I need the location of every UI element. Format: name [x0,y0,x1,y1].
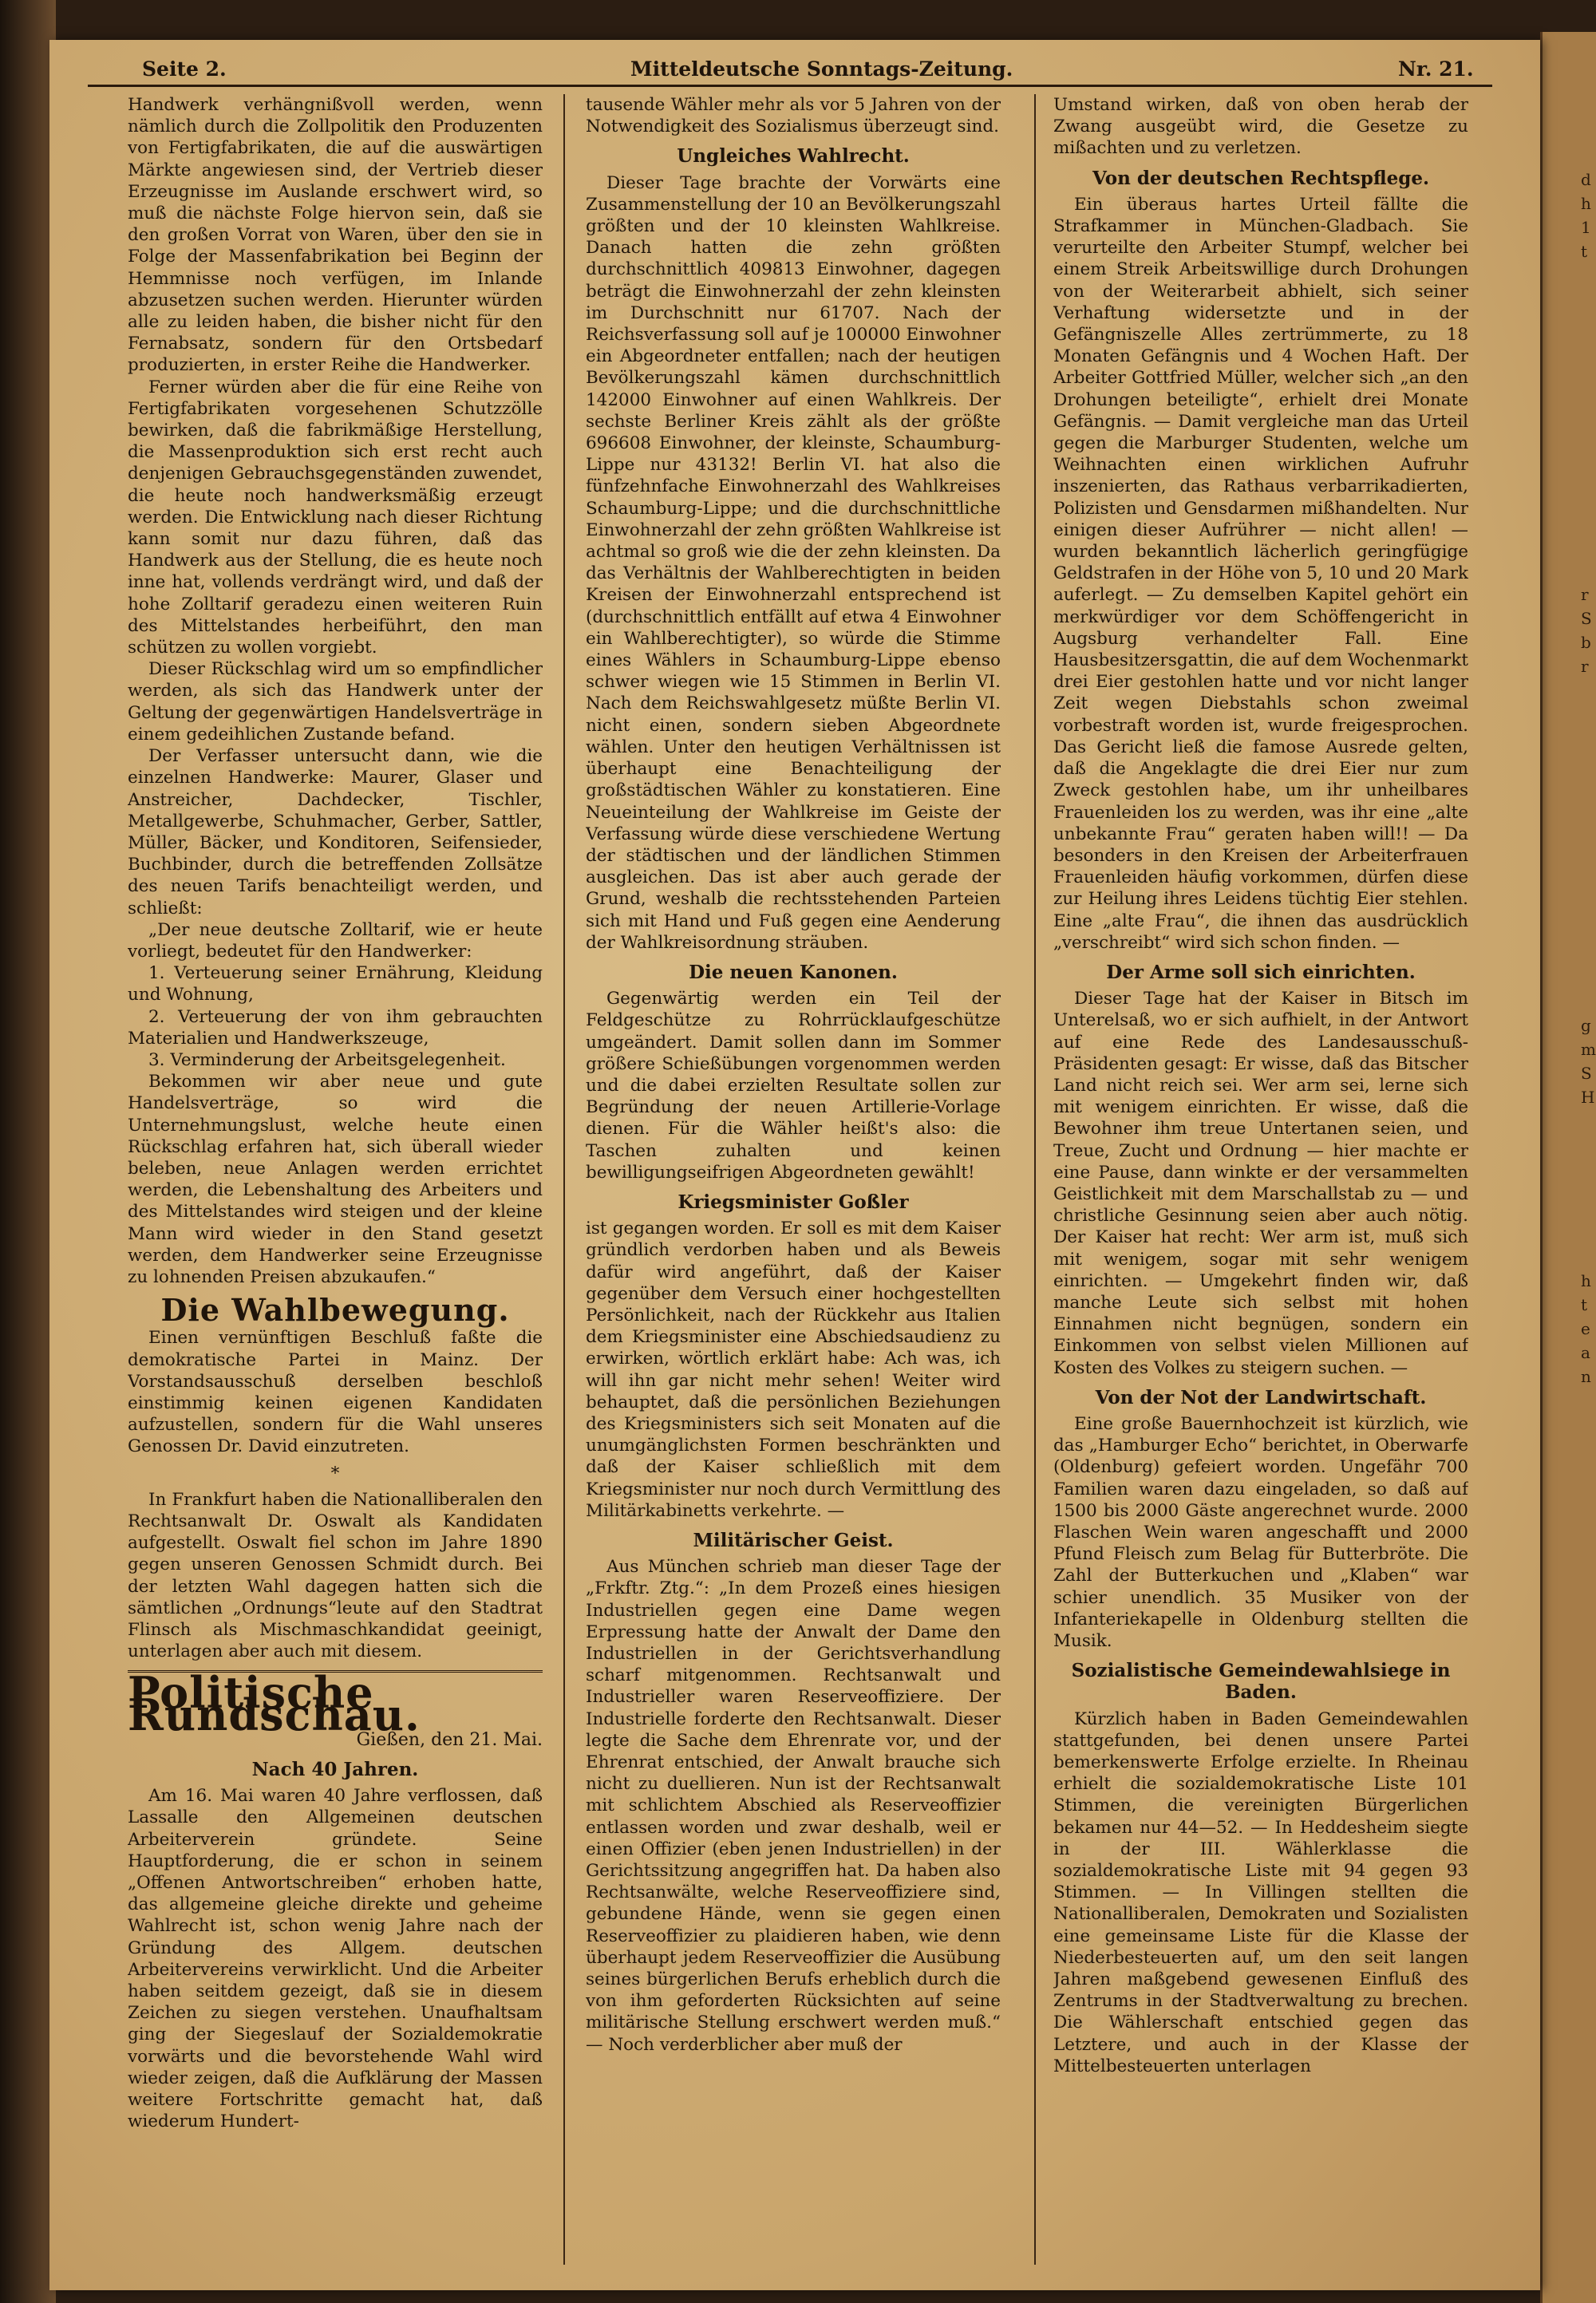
article-heading: Ungleiches Wahlrecht. [677,145,910,168]
page-number: Seite 2. [142,57,227,81]
article-heading: Kriegsminister Goßler [678,1191,909,1213]
book-binding [0,0,56,2303]
list-item: 3. Verminderung der Arbeitsgelegenheit. [148,1049,506,1070]
list-item: 2. Verteuerung der von ihm gebrauchten Materialien und Handwerkszeuge, [128,1006,543,1049]
article-paragraph: Dieser Tage brachte der Vorwärts eine Zusammenstellung der 10 an Bevölkerungszahl größten und der 10 kleinsten Wahlkreise. Danach hatten die zehn größten durchschnittlich 409813 Einwohner, dagegen beträgt die Einwohnerzahl der zehn kleinsten im Durchschnitt nur 61707. Nach der Reichsverfassung soll auf je 100000 Einwohner ein Abgeordneter entfallen; nach der heutigen Bevölkerungszahl kämen durchschnittlich 142000 Einwohner auf einen Wahlkreis. Der sechste Berliner Kreis zählt als der größte 696608 Einwohner, der kleinste, Schaumburg-Lippe nur 43132! Berlin VI. hat also die fünfzehnfache Einwohnerzahl des Wahlkreises Schaumburg-Lippe; und die durchschnittliche Einwohnerzahl der zehn größten Wahlkreise ist achtmal so groß wie die der zehn kleinsten. Da das Verhältnis der Wahlberechtigten in beiden Kreisen der Einwohnerzahl entsprechend ist (durchschnittlich entfällt auf etwa 4 Einwohner ein Wahlberechtigter), so würde die Stimme eines Wählers in Schaumburg-Lippe ebenso schwer wiegen wie 15 Stimmen in Berlin VI. Nach dem Reichswahlgesetz müßte Berlin VI. nicht einen, sondern sieben Abgeordnete wählen. Unter den heutigen Verhältnissen ist überhaupt eine Benachteiligung der großstädtischen Wähler zu konstatieren. Eine Neueinteilung der Wahlkreise im Geiste der Verfassung würde diese verschiedene Wertung der städtischen und der ländlichen Stimmen ausgleichen. Das ist aber auch gerade der Grund, weshalb die rechtsstehenden Parteien sich mit Hand und Fuß gegen eine Aenderung der Wahlkreisordnung sträuben. [586,172,1001,953]
edge-letter: n [1581,1367,1591,1386]
article-paragraph: Aus München schrieb man dieser Tage der „Frkftr. Ztg.“: „In dem Prozeß eines hiesigen Industriellen gegen eine Dame wegen Erpressung hatte der Anwalt der Dame den Industriellen in der Gerichtsverhandlung scharf mitgenommen. Rechtsanwalt und Industrieller waren Reserveoffiziere. Der Industrielle forderte den Rechtsanwalt. Dieser legte die Sache dem Ehrenrate vor, und der Ehrenrat entschied, der Anwalt brauche sich nicht zu duellieren. Nun ist der Rechtsanwalt mit schlichtem Abschied als Reserveoffizier entlassen worden und zwar deshalb, weil er einen Offizier (eben jenen Industriellen) in der Gerichtssitzung angegriffen hat. Da haben also Rechtsanwälte, welche Reserveoffiziere sind, gebundene Hände, wenn sie gegen einen Reserveoffizier zu plaidieren haben, wie denn überhaupt jedem Reserveoffizier die Ausübung seines bürgerlichen Berufs erheblich durch die von ihm geforderten Rücksichten auf seine militärische Stellung erschwert werden muß.“ — Noch verderblicher aber muß der [586,1557,1001,2055]
article-paragraph: Bekommen wir aber neue und gute Handelsverträge, so wird die Unternehmungslust, welche heute einen Rückschlag erfahren hat, sich überall wieder beleben, neue Anlagen werden errichtet werden, die Lebenshaltung des Arbeiters und des Mittelstandes wird steigen und der kleine Mann wird wieder in den Stand gesetzt werden, dem Handwerker seine Erzeugnisse zu lohnenden Preisen abzukaufen.“ [128,1072,543,1287]
edge-letter: m [1581,1040,1596,1059]
article-heading: Nach 40 Jahren. [251,1759,419,1781]
column-divider [563,94,565,2265]
article-paragraph: tausende Wähler mehr als vor 5 Jahren von der Notwendigkeit des Sozialismus überzeugt sind. [586,95,1001,137]
edge-letter: t [1581,242,1588,261]
edge-letter: t [1581,1295,1588,1314]
article-paragraph: Kürzlich haben in Baden Gemeindewahlen stattgefunden, bei denen unsere Partei bemerkenswerte Erfolge erzielte. In Rheinau erhielt die sozialdemokratische Liste 101 Stimmen, die vereinigten Bürgerlichen bekamen nur 44—52. — In Heddesheim siegte in der III. Wählerklasse die sozialdemokratische Liste mit 94 gegen 93 Stimmen. — In Villingen stellten die Nationalliberalen, Demokraten und Sozialisten eine gemeinsame Liste für die Klasse der Niederbesteuerten auf, um den seit langen Jahren maßgebend gewesenen Einfluß des Zentrums in der Stadtverwaltung zu brechen. Die Wählerschaft entschied gegen das Letztere, und auch in der Klasse der Mittelbesteuerten unterlagen [1053,1708,1468,2076]
edge-letter: h [1581,194,1591,213]
edge-letter: r [1581,657,1589,676]
article-paragraph: Dieser Tage hat der Kaiser in Bitsch im Unterelsaß, wo er sich aufhielt, in der Antwort auf eine Rede des Landesausschuß-Präsidenten gesagt: Er wisse, daß das Bitscher Land nicht reich sei. Wer arm sei, lerne sich mit wenigem einrichten. Er wisse, daß die Bewohner ihm treue Untertanen seien, und Treue, Zucht und Ordnung — hier machte er eine Pause, dann winkte er der versammelten Geistlichkeit mit dem Marschallstab zu — und christliche Gesinnung seien aber auch nötig. Der Kaiser hat recht: Wer arm ist, muß sich mit wenigem, sogar mit sehr wenigem einrichten. — Umgekehrt finden wir, daß manche Leute sich selbst mit hohen Einnahmen nicht begnügen, sondern ein Einkommen von selbst vielen Millionen auf Kosten des Volkes zu steigern suchen. — [1053,989,1468,1378]
article-heading: Sozialistische Gemeindewahlsiege in Baden. [1071,1660,1451,1704]
article-paragraph: Gegenwärtig werden ein Teil der Feldgeschütze zu Rohrrücklaufgeschütze umgeändert. Damit sollen dann im Sommer größere Schießübungen vorgenommen werden und die dabei erzielten Resultate sollen zur Begründung der neuen Artillerie-Vorlage dienen. Für die Wähler heißt's also: die Taschen zuhalten und keinen bewilligungseifrigen Abgeordneten gewählt! [586,989,1001,1183]
article-paragraph: ist gegangen worden. Er soll es mit dem Kaiser gründlich verdorben haben und als Beweis dafür wird angeführt, daß der Kaiser gegenüber dem Versuch einer hochgestellten Persönlichkeit, nach der Rückkehr aus Italien dem Kriegsminister eine Abschiedsaudienz zu erwirken, wörtlich erklärt habe: Ach was, ich will ihn gar nicht mehr sehen! Weiter wird behauptet, daß die persönlichen Beziehungen des Kriegsministers sich seit Monaten auf die unumgänglichsten Formen beschränkten und daß der Kaiser schließlich mit dem Kriegsminister nur noch durch Vermittlung des Militärkabinetts verkehrte. — [586,1219,1001,1521]
edge-letter: d [1581,170,1591,189]
edge-letter: S [1581,609,1592,628]
column-divider [1034,94,1036,2265]
list-item: 1. Verteuerung seiner Ernährung, Kleidung und Wohnung, [128,963,543,1005]
quote-paragraph: „Der neue deutsche Zolltarif, wie er heute vorliegt, bedeutet für den Handwerker: [128,919,543,962]
header-rule [88,85,1492,87]
dateline: Gießen, den 21. Mai. [356,1729,543,1750]
adjacent-page-edge [1540,32,1596,2303]
column-3 [1053,94,1468,2265]
edge-letter: S [1581,1064,1592,1083]
edge-letter: e [1581,1319,1590,1338]
article-heading: Die neuen Kanonen. [689,961,898,983]
article-paragraph: Dieser Rückschlag wird um so empfindlicher werden, als sich das Handwerk unter der Geltung der gegenwärtigen Handelsverträge in einem gedeihlichen Zustande befand. [128,659,543,745]
article-paragraph: Ferner würden aber die für eine Reihe von Fertigfabrikaten vorgesehenen Schutzzölle bewirken, daß die fabrikmäßige Herstellung, die Massenproduktion sich erst recht auch denjenigen Gebrauchsgegenständen zuwendet, die heute noch handwerksmäßig erzeugt werden. Die Entwicklung nach dieser Richtung kann somit nur dazu führen, daß das Handwerk aus der Stellung, die es heute noch inne hat, vollends verdrängt wird, und daß der hohe Zolltarif geradezu einen weiteren Ruin des Mittelstandes herbeiführt, den man schützen zu wollen vorgiebt. [128,377,543,658]
separator-star: * [330,1463,340,1483]
edge-letter: r [1581,585,1589,604]
article-paragraph: Am 16. Mai waren 40 Jahre verflossen, daß Lassalle den Allgemeinen deutschen Arbeiterverein gründete. Seine Hauptforderung, die er schon in seinem „Offenen Antwortschreiben“ erhoben hatte, das allgemeine gleiche direkte und geheime Wahlrecht ist, schon wenig Jahre nach der Gründung des Allgem. deutschen Arbeitervereins verwirklicht. Und die Arbeiter haben seitdem gezeigt, daß sie in diesem Zeichen zu siegen verstehen. Unaufhaltsam ging der Siegeslauf der Sozialdemokratie vorwärts und die bevorstehende Wahl wird wieder zeigen, daß die Aufklärung der Massen weitere Fortschritte gemacht hat, daß wiederum Hundert- [128,1786,543,2132]
article-heading: Von der deutschen Rechtspflege. [1092,167,1429,189]
article-paragraph: Der Verfasser untersucht dann, wie die einzelnen Handwerke: Maurer, Glaser und Anstreicher, Dachdecker, Tischler, Metallgewerbe, Schuhmacher, Gerber, Sattler, Müller, Bäcker, und Konditoren, Seifensieder, Buchbinder, durch die betreffenden Zollsätze des neuen Tarifs benachteiligt werden, und schließt: [128,746,543,918]
edge-letter: b [1581,633,1591,652]
edge-letter: g [1581,1016,1591,1035]
article-paragraph: In Frankfurt haben die Nationalliberalen den Rechtsanwalt Dr. Oswalt als Kandidaten aufgestellt. Oswalt fiel schon im Jahre 1890 gegen unseren Genossen Schmidt durch. Bei der letzten Wahl dagegen hatten sich die sämtlichen „Ordnungs“leute auf den Stadtrat Flinsch als Mischmaschkandidat geeinigt, unterlagen aber auch mit diesem. [128,1489,543,1662]
edge-letter: 1 [1581,218,1591,237]
section-title: Politische Rundschau. [128,1667,421,1740]
article-paragraph: Eine große Bauernhochzeit ist kürzlich, wie das „Hamburger Echo“ berichtet, in Oberwarfe (Oldenburg) gefeiert worden. Ungefähr 700 Familien waren dazu eingeladen, so daß auf 1500 bis 2000 Gäste angerechnet wurde. 2000 Flaschen Wein waren angeschafft und 2000 Pfund Fleisch zum Belag für Butterbröte. Die Zahl der Butterkuchen und „Klaben“ war schier unendlich. 35 Musiker von der Infanteriekapelle in Oldenburg stellten die Musik. [1053,1413,1468,1652]
article-heading: Der Arme soll sich einrichten. [1106,961,1416,983]
masthead-title: Mitteldeutsche Sonntags-Zeitung. [630,57,1013,81]
section-heading: Die Wahlbewegung. [160,1292,510,1329]
article-paragraph: Ein überaus hartes Urteil fällte die Strafkammer in München-Gladbach. Sie verurteilte den Arbeiter Stumpf, welcher bei einem Streik Arbeitswillige durch Drohungen von der Weiterarbeit abhielt, sich seiner Verhaftung widersetzte und in der Gefängniszelle Alles zertrümmerte, zu 18 Monaten Gefängnis und 4 Wochen Haft. Der Arbeiter Gottfried Müller, welcher sich „an den Drohungen beteiligte“, erhielt drei Monate Gefängnis. — Damit vergleiche man das Urteil gegen die Marburger Studenten, welche um Weihnachten einen wirklichen Aufruhr inszenierten, das Rathaus verbarrikadierten, Polizisten und Gensdarmen mißhandelten. Nur einigen dieser Aufrührer — nicht allen! — wurden bekanntlich lächerlich geringfügige Geldstrafen in der Höhe von 5, 10 und 20 Mark auferlegt. — Zu demselben Kapitel gehört ein merkwürdiger vor dem Schöffengericht in Augsburg verhandelter Fall. Eine Hausbesitzersgattin, die auf dem Wochenmarkt drei Eier gestohlen hatte und vor nicht langer Zeit wegen Diebstahls schon zweimal vorbestraft worden ist, wurde freigesprochen. Das Gericht ließ die famose Ausrede gelten, daß die Angeklagte die drei Eier nur zum Zweck gestohlen habe, um ihr unheilbares Frauenleiden los zu werden, was ihr eine „alte unbekannte Frau“ geraten haben will!! — Da besonders in den Kreisen der Arbeiterfrauen Frauenleiden häufig vorkommen, dürfen diese zur Heilung ihres Leidens tüchtig Eier stehlen. Eine „alte Frau“, die ihnen das ausdrücklich „verschreibt“ wird sich schon finden. — [1053,194,1468,953]
article-paragraph: Handwerk verhängnißvoll werden, wenn nämlich durch die Zollpolitik den Produzenten von Fertigfabrikaten, die auf die auswärtigen Märkte angewiesen sind, der Vertrieb dieser Erzeugnisse im Auslande erschwert wird, so muß die nächste Folge hiervon sein, daß sie den großen Vorrat von Waren, über den sie in Folge der Massenfabrikation bei Beginn der Hemmnisse noch verfügen, im Inlande abzusetzen suchen werden. Hierunter würden alle zu leiden haben, die bisher nicht für den Fernabsatz, sondern für den Ortsbedarf produzierten, in erster Reihe die Handwerker. [128,95,543,376]
article-paragraph: Einen vernünftigen Beschluß faßte die demokratische Partei in Mainz. Der Vorstandsausschuß derselben beschloß einstimmig keinen eigenen Kandidaten aufzustellen, sondern für die Wahl unseres Genossen Dr. David einzutreten. [128,1328,543,1457]
edge-letter: a [1581,1343,1590,1362]
column-2 [586,94,1001,2265]
issue-number: Nr. 21. [1398,57,1474,81]
column-1 [128,94,543,2265]
article-heading: Militärischer Geist. [693,1530,894,1551]
edge-letter: h [1581,1271,1591,1290]
edge-letter: H [1581,1088,1595,1107]
article-paragraph: Umstand wirken, daß von oben herab der Zwang ausgeübt wird, die Gesetze zu mißachten und zu verletzen. [1053,95,1468,159]
article-heading: Von der Not der Landwirtschaft. [1095,1386,1427,1408]
